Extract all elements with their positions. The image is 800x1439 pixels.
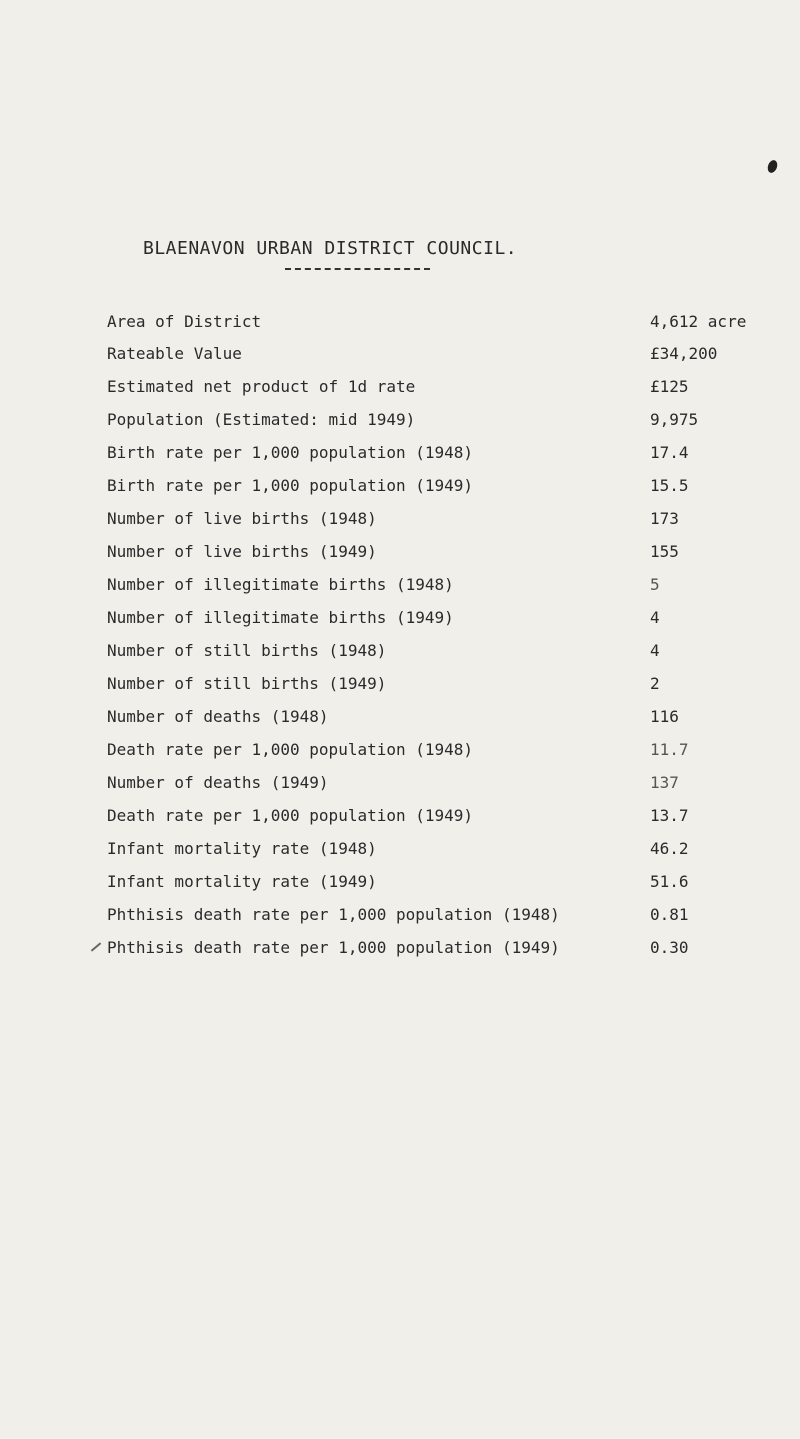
stat-label: Number of deaths (1949) bbox=[107, 773, 329, 792]
stat-value: 0.30 bbox=[650, 938, 689, 957]
document-title: BLAENAVON URBAN DISTRICT COUNCIL. bbox=[143, 238, 518, 259]
stat-value: £34,200 bbox=[650, 344, 718, 363]
stat-label: Rateable Value bbox=[107, 344, 242, 363]
stat-label: Number of live births (1948) bbox=[107, 509, 377, 528]
stat-label: Death rate per 1,000 population (1948) bbox=[107, 740, 474, 759]
stat-value: 15.5 bbox=[650, 476, 689, 495]
stat-label: Number of live births (1949) bbox=[107, 542, 377, 561]
stat-row bbox=[0, 312, 800, 342]
stat-label: Phthisis death rate per 1,000 population (1949) bbox=[107, 938, 560, 957]
stat-value: 11.7 bbox=[650, 740, 689, 759]
stat-value: 4,612 acre bbox=[650, 312, 747, 331]
stat-label: Number of illegitimate births (1949) bbox=[107, 608, 454, 627]
stat-row bbox=[0, 905, 800, 935]
stat-label: Area of District bbox=[107, 312, 262, 331]
stat-value: 5 bbox=[650, 575, 660, 594]
stat-row bbox=[0, 410, 800, 440]
stat-row bbox=[0, 707, 800, 737]
stat-row bbox=[0, 575, 800, 605]
stat-row bbox=[0, 641, 800, 671]
stat-value: 155 bbox=[650, 542, 679, 561]
stat-value: 46.2 bbox=[650, 839, 689, 858]
stat-value: 2 bbox=[650, 674, 660, 693]
stat-label: Birth rate per 1,000 population (1949) bbox=[107, 476, 474, 495]
stat-label: Number of still births (1949) bbox=[107, 674, 387, 693]
stat-row bbox=[0, 938, 800, 968]
stat-row bbox=[0, 740, 800, 770]
stat-row bbox=[0, 377, 800, 407]
stat-value: 0.81 bbox=[650, 905, 689, 924]
stat-row bbox=[0, 773, 800, 803]
stat-row bbox=[0, 839, 800, 869]
stat-value: 4 bbox=[650, 641, 660, 660]
stat-label: Number of still births (1948) bbox=[107, 641, 387, 660]
stat-label: Death rate per 1,000 population (1949) bbox=[107, 806, 474, 825]
stat-label: Birth rate per 1,000 population (1948) bbox=[107, 443, 474, 462]
stat-row bbox=[0, 872, 800, 902]
stat-row bbox=[0, 344, 800, 374]
stat-value: 9,975 bbox=[650, 410, 699, 429]
stat-label: Infant mortality rate (1949) bbox=[107, 872, 377, 891]
stat-value: 13.7 bbox=[650, 806, 689, 825]
stat-label: Infant mortality rate (1948) bbox=[107, 839, 377, 858]
stat-value: 173 bbox=[650, 509, 679, 528]
stat-value: 4 bbox=[650, 608, 660, 627]
stat-row bbox=[0, 806, 800, 836]
stat-row bbox=[0, 509, 800, 539]
stat-row bbox=[0, 674, 800, 704]
stat-label: Population (Estimated: mid 1949) bbox=[107, 410, 416, 429]
stat-label: Estimated net product of 1d rate bbox=[107, 377, 416, 396]
stat-value: 137 bbox=[650, 773, 679, 792]
stat-value: 51.6 bbox=[650, 872, 689, 891]
stat-row bbox=[0, 476, 800, 506]
stat-value: 116 bbox=[650, 707, 679, 726]
stat-value: 17.4 bbox=[650, 443, 689, 462]
stat-value: £125 bbox=[650, 377, 689, 396]
stat-row bbox=[0, 542, 800, 572]
stat-label: Number of illegitimate births (1948) bbox=[107, 575, 454, 594]
stat-label: Number of deaths (1948) bbox=[107, 707, 329, 726]
stat-label: Phthisis death rate per 1,000 population (1948) bbox=[107, 905, 560, 924]
stat-row bbox=[0, 608, 800, 638]
stat-row bbox=[0, 443, 800, 473]
